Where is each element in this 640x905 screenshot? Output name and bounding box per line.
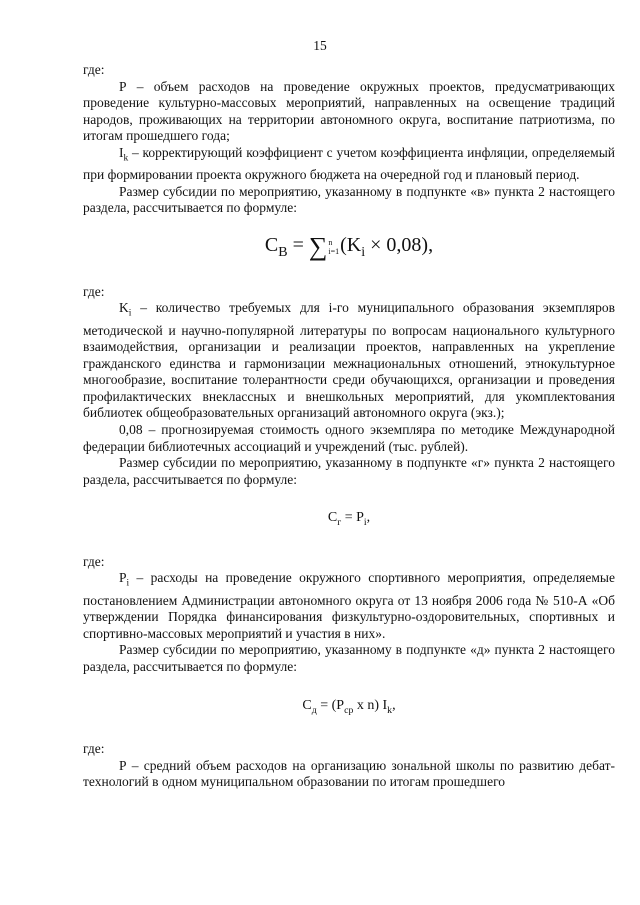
formula-lhs-sub: д xyxy=(311,704,317,716)
formula-lhs-sub: г xyxy=(337,517,342,529)
formula-mid: = (P xyxy=(316,697,345,713)
definition-text: – расходы на проведение окружного спортивного мероприятия, определяемые постановлением Администрации автономного округа от 13 ноября 2006 года № 510-А «Об утверждении Порядка финансирования физкультурно-оздоровительных, спортивных и спортивно-массовых мероприятий и участия в них». xyxy=(83,570,615,641)
formula-rhs-sub: i xyxy=(363,517,367,529)
page-number: 15 xyxy=(313,38,327,53)
formula-tail: × 0,08), xyxy=(365,234,434,257)
paragraph-p-average: Р – средний объем расходов на организацию зональной школы по развитию дебат-технологий в одном муниципальном образовании по итогам прошедшего xyxy=(83,757,615,790)
formula-rhs: = P xyxy=(341,510,364,526)
paragraph-subsidy-d: Размер субсидии по мероприятию, указанному в подпункте «д» пункта 2 настоящего раздела, рассчитывается по формуле: xyxy=(83,642,615,675)
paragraph-ik-definition xyxy=(83,145,615,184)
formula-cd xyxy=(83,698,615,719)
formula-cv xyxy=(83,232,615,262)
formula-eq: = xyxy=(287,234,309,257)
formula-cg xyxy=(83,510,615,531)
formula-body: (K xyxy=(340,234,362,257)
definition-text: – количество требуемых для i-го муниципального образования экземпляров методической и научно-популярной литературы по вопросам национального культурного взаимодействия, организации и реализации проектов, направленных на укрепление гражданского единства и гармонизации межнациональных отношений, этнокультурное многообразие, воспитание толерантности среди обучающихся, организации и проведения профилактических внеклассных и внешкольных мероприятий, для укомплектования библиотек общеобразовательных организаций автономного округа (экз.); xyxy=(83,300,615,421)
symbol-sub: k xyxy=(123,153,129,164)
symbol-sub: i xyxy=(126,579,130,590)
formula-mid2-sub: k xyxy=(387,704,393,716)
paragraph-subsidy-g: Размер субсидии по мероприятию, указанному в подпункте «г» пункта 2 настоящего раздела, рассчитывается по формуле: xyxy=(83,455,615,487)
where-label: где: xyxy=(83,283,105,299)
formula-lhs-sub: В xyxy=(278,245,288,261)
formula-tail: , xyxy=(366,510,371,526)
formula-tail: , xyxy=(392,697,396,713)
paragraph-pi-definition xyxy=(83,570,615,642)
formula-mid-sub: ср xyxy=(344,704,354,716)
sum-lower: i=1 xyxy=(328,247,340,257)
symbol-i: I xyxy=(119,144,124,160)
formula-lhs: С xyxy=(302,697,312,713)
symbol-p: P xyxy=(119,570,127,586)
where-label: где: xyxy=(83,741,105,757)
symbol-sub: i xyxy=(128,308,132,319)
sum-symbol: ∑ xyxy=(308,232,328,262)
formula-mid2: х n) I xyxy=(353,697,388,713)
where-label: где: xyxy=(83,553,105,569)
formula-lhs: С xyxy=(264,234,279,257)
formula-body-sub: i xyxy=(361,245,366,261)
paragraph-p-definition: Р – объем расходов на проведение окружных проектов, предусматривающих проведение культурно-массовых мероприятий, направленных на освещение традиций народов, проживающих на территории автономного округа, воспитание патриотизма, по итогам прошедшего года; xyxy=(83,78,615,144)
definition-text: – корректирующий коэффициент с учетом коэффициента инфляции, определяемый при формировании проекта окружного бюджета на очередной год и плановый период. xyxy=(83,144,615,183)
document-body xyxy=(83,62,615,791)
symbol-k: K xyxy=(119,300,129,316)
formula-lhs: С xyxy=(327,510,338,526)
paragraph-cost: 0,08 – прогнозируемая стоимость одного экземпляра по методике Международной федерации библиотечных ассоциаций и учреждений (тыс. рублей). xyxy=(83,422,615,454)
paragraph-ki-definition xyxy=(83,300,615,422)
sum-limits xyxy=(328,238,339,256)
where-label: где: xyxy=(83,62,105,77)
sum-upper: n xyxy=(328,238,333,248)
paragraph-subsidy-v: Размер субсидии по мероприятию, указанному в подпункте «в» пункта 2 настоящего раздела, рассчитывается по формуле: xyxy=(83,183,615,216)
